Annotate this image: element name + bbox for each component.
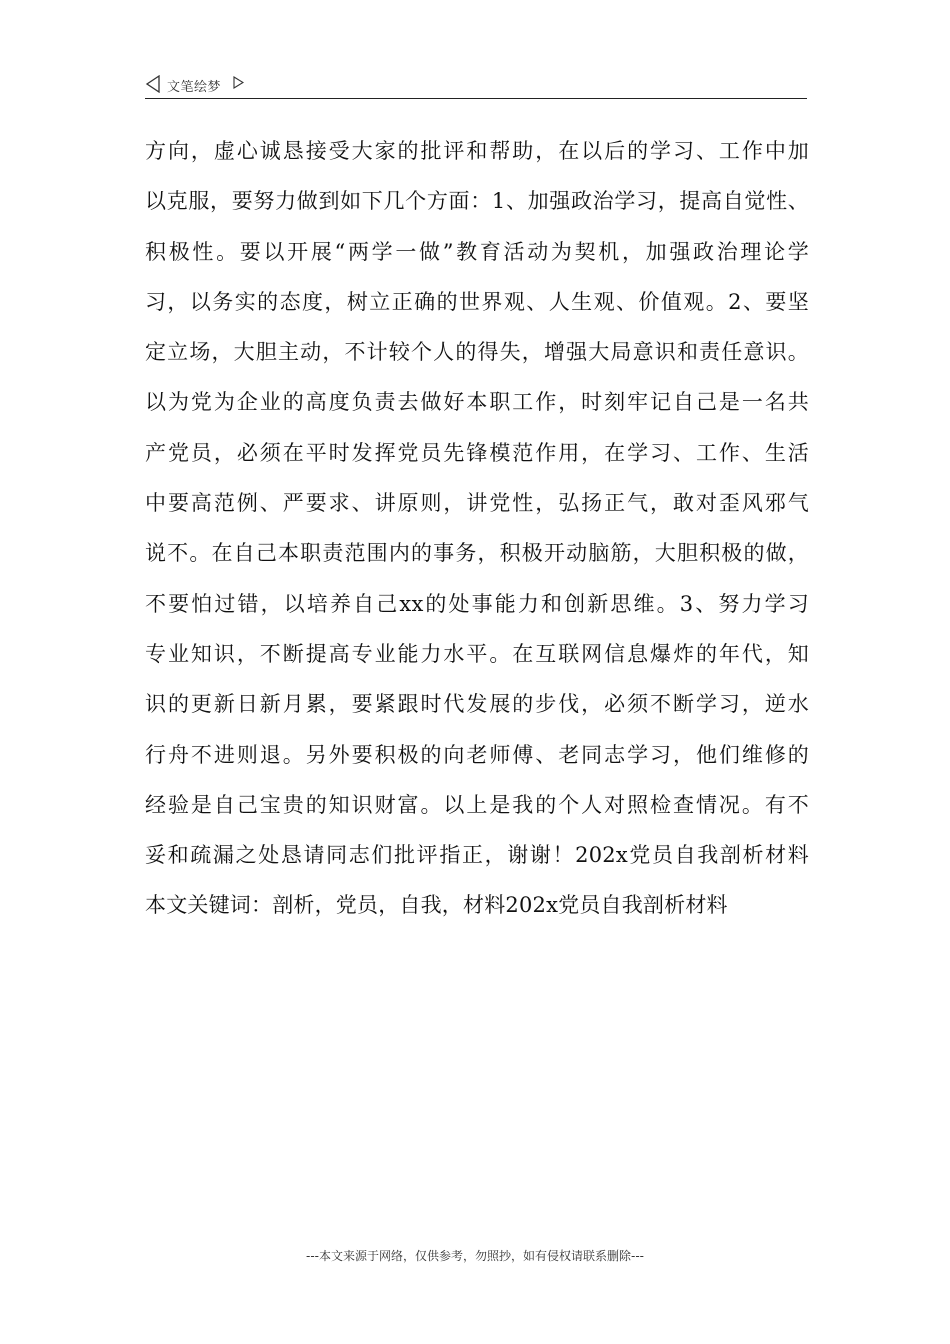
body-line: 不要怕过错，以培养自己xx的处事能力和创新思维。3、努力学习 — [145, 591, 809, 616]
page-header — [145, 74, 807, 99]
header-brand: 文笔绘梦 — [167, 80, 222, 95]
body-line: 积极性。要以开展“两学一做”教育活动为契机，加强政治理论学 — [145, 239, 809, 264]
body-line: 以为党为企业的高度负责去做好本职工作，时刻牢记自己是一名共 — [145, 390, 809, 415]
body-line: 妥和疏漏之处恳请同志们批评指正，谢谢！202x党员自我剖析材料 — [145, 843, 809, 868]
body-line: 识的更新日新月累，要紧跟时代发展的步伐，必须不断学习，逆水 — [145, 692, 809, 717]
body-line: 行舟不进则退。另外要积极的向老师傅、老同志学习，他们维修的 — [145, 742, 809, 767]
document-body — [145, 126, 809, 931]
body-line: 专业知识，不断提高专业能力水平。在互联网信息爆炸的年代，知 — [145, 641, 809, 666]
body-line: 习，以务实的态度，树立正确的世界观、人生观、价值观。2、要坚 — [145, 289, 809, 314]
body-line: 方向，虚心诚恳接受大家的批评和帮助，在以后的学习、工作中加 — [145, 139, 809, 163]
body-line: 以克服，要努力做到如下几个方面：1、加强政治学习，提高自觉性、 — [145, 189, 809, 214]
body-line: 说不。在自己本职责范围内的事务，积极开动脑筋，大胆积极的做， — [145, 541, 809, 566]
body-line: 本文关键词：剖析，党员，自我，材料202x党员自我剖析材料 — [145, 893, 728, 918]
body-line: 产党员，必须在平时发挥党员先锋模范作用，在学习、工作、生活 — [145, 440, 809, 465]
body-line: 中要高范例、严要求、讲原则，讲党性，弘扬正气，敢对歪风邪气 — [145, 491, 809, 516]
triangle-right-icon — [233, 76, 244, 89]
triangle-left-icon — [145, 75, 161, 93]
body-line: 定立场，大胆主动，不计较个人的得失，增强大局意识和责任意识。 — [145, 340, 809, 365]
page-footer: ---本文来源于网络，仅供参考，勿照抄，如有侵权请联系删除--- — [306, 1249, 644, 1263]
body-line: 经验是自己宝贵的知识财富。以上是我的个人对照检查情况。有不 — [145, 792, 809, 817]
